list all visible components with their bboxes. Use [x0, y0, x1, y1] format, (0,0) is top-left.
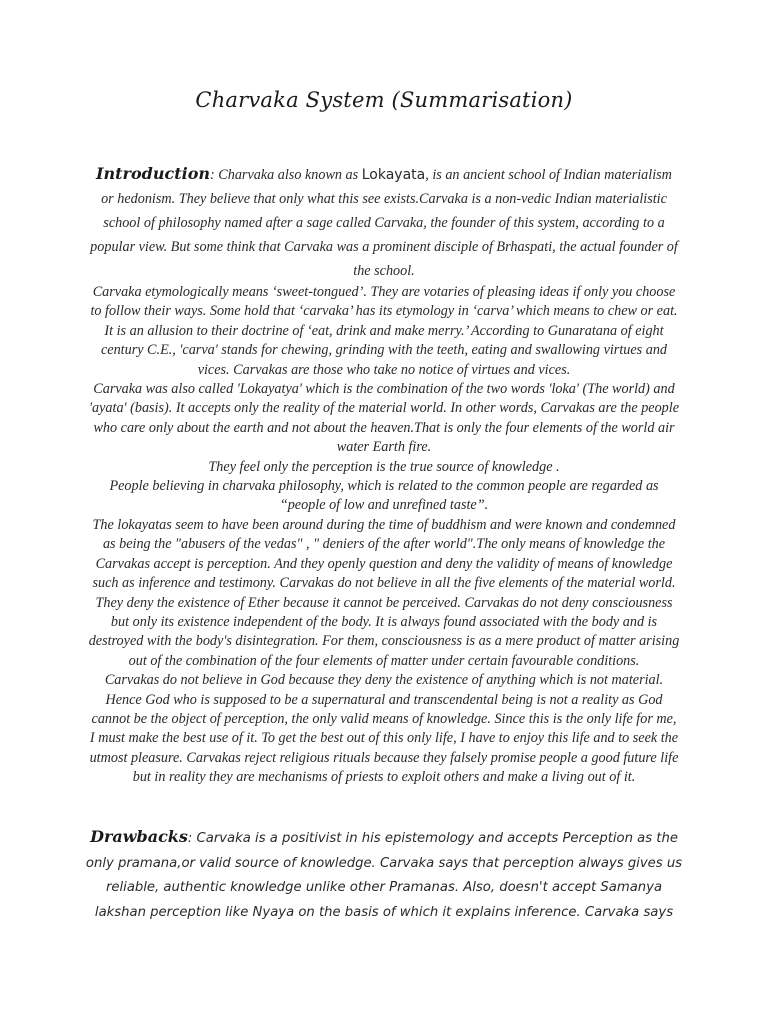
introduction-lead-rest: , is an ancient school of Indian materialism or hedonism. They believe that only what this see exists.Carvaka is a non-vedic Indian materialistic school of philosophy named after a sage called Carvaka, the founder of this system, according to a popular view. But some think that Carvaka was a prominent disciple of Brhaspati, the actual founder of the school. — [90, 167, 678, 279]
lokayatya-paragraph: Carvaka was also called 'Lokayatya' which is the combination of the two words 'loka' (The world) and 'ayata' (basis). It accepts only the reality of the material world. In other words, Carvakas are the people who care only about the earth and not about the heaven.That is only the four elements of the world air water Earth fire. — [88, 381, 680, 456]
introduction-section — [88, 162, 680, 788]
common-people-paragraph: People believing in charvaka philosophy, which is related to the common people are regarded as “people of low and unrefined taste”. — [109, 478, 659, 514]
god-belief-paragraph: Carvakas do not believe in God because they deny the existence of anything which is not material. Hence God who is supposed to be a supernatural and transcendental being is not a reality as God cannot be the object of perception, the only valid means of knowledge. Since this is the only life for me, I must make the best use of it. To get the best out of this only life, I have to enjoy this life and to seek the utmost pleasure. Carvakas reject religious rituals because they falsely promise people a good future life but in reality they are mechanisms of priests to exploit others and make a living out of it. — [89, 672, 679, 786]
drawbacks-paragraph — [82, 825, 686, 925]
lokayata-term: Lokayata — [361, 167, 426, 183]
document-title: Charvaka System (Summarisation) — [195, 88, 573, 112]
drawbacks-section — [82, 825, 686, 925]
drawbacks-text: : Carvaka is a positivist in his epistemology and accepts Perception as the only pramana,or valid source of knowledge. Carvaka says that perception always gives us reliable, authentic knowledge unlike other Pramanas. Also, doesn't accept Samanya lakshan perception like Nyaya on the basis of which it explains inference. Carvaka says — [85, 831, 683, 920]
introduction-heading: Introduction — [96, 164, 210, 183]
drawbacks-heading: Drawbacks — [90, 827, 188, 846]
lokayatas-history-paragraph: The lokayatas seem to have been around during the time of buddhism and were known and condemned as being the "abusers of the vedas" , " deniers of the after world".The only means of knowledge the Carvakas accept is perception. And they openly question and deny the validity of means of knowledge such as inference and testimony. Carvakas do not believe in all the five elements of the material world. They deny the existence of Ether because it cannot be perceived. Carvakas do not deny consciousness but only its existence independent of the body. It is always found associated with the body and is destroyed with the body's disintegration. For them, consciousness is as a mere product of matter arising out of the combination of the four elements of matter under certain favourable conditions. — [88, 516, 680, 669]
introduction-lead-paragraph — [88, 162, 680, 283]
perception-paragraph: They feel only the perception is the true source of knowledge . — [208, 458, 560, 475]
introduction-lead-colon: : Charvaka also known as — [210, 167, 362, 183]
etymology-paragraph: Carvaka etymologically means ‘sweet-tongued’. They are votaries of pleasing ideas if only you choose to follow their ways. Some hold that ‘carvaka’ has its etymology in ‘carva’ which means to chew or eat. It is an allusion to their doctrine of ‘eat, drink and make merry.’ According to Gunaratana of eight century C.E., 'carva' stands for chewing, grinding with the teeth, eating and swallowing virtues and vices. Carvakas are those who take no notice of virtues and vices. — [90, 284, 678, 378]
